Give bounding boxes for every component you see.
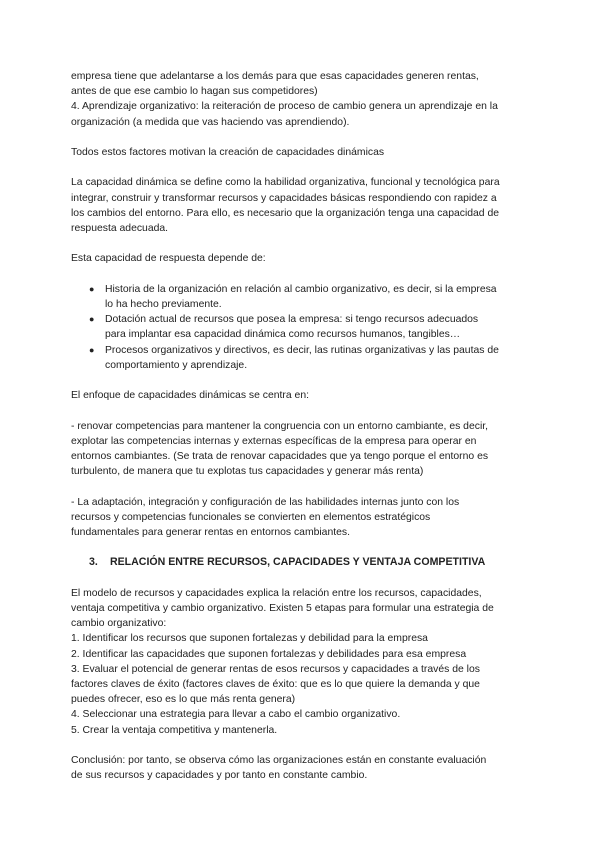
factors-paragraph: Todos estos factores motivan la creación de capacidades dinámicas bbox=[71, 147, 385, 158]
text-line: - renovar competencias para mantener la congruencia con un entorno cambiante, es decir, bbox=[71, 420, 489, 432]
text-line: de sus recursos y capacidades y por tanto en constante cambio. bbox=[71, 770, 368, 782]
definition-paragraph bbox=[71, 175, 531, 236]
text-line: puedes ofrecer, eso es lo que más renta genera) bbox=[71, 694, 296, 706]
text-line: entornos cambiantes. (Se trata de renovar capacidades que ya tengo porque el entorno es bbox=[71, 450, 489, 462]
text-line: 3. Evaluar el potencial de generar rentas de esos recursos y capacidades a través de los bbox=[71, 663, 480, 675]
list-item: ● Historia de la organización en relación al cambio organizativo, es decir, si la empresa lo ha hecho previamente. bbox=[89, 283, 497, 310]
text-line: - La adaptación, integración y configuración de las habilidades internas junto con los bbox=[71, 496, 460, 508]
text-line: 4. Seleccionar una estrategia para llevar a cabo el cambio organizativo. bbox=[71, 709, 401, 721]
list-item: ● Procesos organizativos y directivos, es decir, las rutinas organizativas y las pautas de comportamiento y aprendizaje. bbox=[89, 344, 499, 371]
renew-paragraph bbox=[71, 419, 531, 480]
text-line: Conclusión: por tanto, se observa cómo las organizaciones están en constante evaluación bbox=[71, 754, 487, 766]
text-line: fundamentales para generar rentas en entornos cambiantes. bbox=[71, 526, 350, 538]
adapt-paragraph bbox=[71, 495, 531, 541]
intro-paragraph bbox=[71, 69, 531, 130]
focus-paragraph: El enfoque de capacidades dinámicas se centra en: bbox=[71, 390, 309, 402]
text-line: 1. Identificar los recursos que suponen fortalezas y debilidad para la empresa bbox=[71, 633, 428, 645]
bullet-icon: ● bbox=[89, 283, 95, 294]
text-line: antes de que ese cambio lo hagan sus competidores) bbox=[71, 86, 318, 98]
text-line: recursos y competencias funcionales se convierten en elementos estratégicos bbox=[71, 511, 431, 523]
list-item: ● Dotación actual de recursos que posea la empresa: si tengo recursos adecuados para implantar esa capacidad dinámica como recursos humanos, tangibles… bbox=[89, 314, 479, 341]
text-line: los cambios del entorno. Para ello, es necesario que la organización tenga una capacidad de bbox=[71, 207, 500, 219]
text-line: 2. Identificar las capacidades que suponen fortalezas y debilidades para esa empresa bbox=[71, 648, 467, 660]
text-line: 4. Aprendizaje organizativo: la reiteración de proceso de cambio genera un aprendizaje en la bbox=[71, 101, 498, 113]
section-title: RELACIÓN ENTRE RECURSOS, CAPACIDADES Y VENTAJA COMPETITIVA bbox=[109, 556, 486, 569]
text-line: La capacidad dinámica se define como la habilidad organizativa, funcional y tecnológica para bbox=[71, 177, 500, 189]
model-paragraph bbox=[71, 586, 531, 738]
depends-paragraph: Esta capacidad de respuesta depende de: bbox=[71, 253, 266, 265]
section-number: 3. bbox=[89, 556, 98, 569]
text-line: integrar, construir y transformar recursos y capacidades básicas respondiendo con rapidez a bbox=[71, 192, 497, 204]
text-line: cambio organizativo: bbox=[71, 618, 167, 630]
text-line: ventaja competitiva y cambio organizativo. Existen 5 etapas para formular una estrategia de bbox=[71, 602, 494, 614]
conclusion-paragraph bbox=[71, 753, 531, 783]
text-line: explotar las competencias internas y externas específicas de la empresa para operar en bbox=[71, 435, 477, 447]
document-body bbox=[71, 69, 531, 783]
text-line: El modelo de recursos y capacidades explica la relación entre los recursos, capacidades, bbox=[71, 587, 482, 599]
text-line: 5. Crear la ventaja competitiva y mantenerla. bbox=[71, 724, 278, 736]
text-line: organización (a medida que vas haciendo vas aprendiendo). bbox=[71, 116, 350, 128]
text-line: empresa tiene que adelantarse a los demás para que esas capacidades generen rentas, bbox=[71, 71, 479, 82]
text-line: respuesta adecuada. bbox=[71, 223, 169, 234]
bullet-icon: ● bbox=[89, 314, 95, 325]
text-line: turbulento, de manera que tu explotas tus capacidades y generar más renta) bbox=[71, 466, 424, 478]
bullet-icon: ● bbox=[89, 344, 95, 355]
dependency-list bbox=[71, 282, 531, 373]
text-line: factores claves de éxito (factores claves de éxito: que es lo que quiere la demanda y que bbox=[71, 678, 480, 690]
section-heading bbox=[71, 555, 531, 570]
